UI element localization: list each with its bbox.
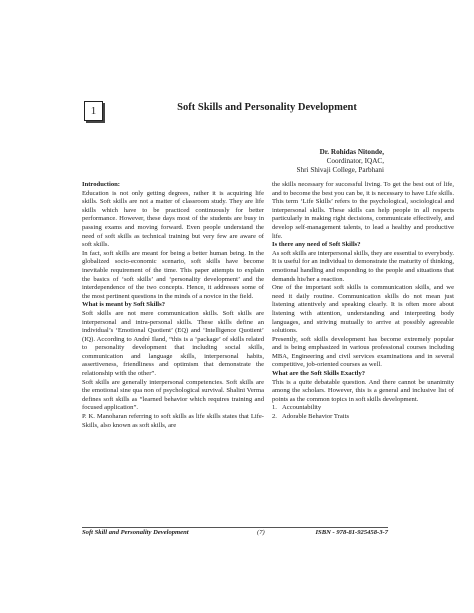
author-institution: Shri Shivaji College, Parbhani bbox=[296, 166, 384, 175]
right-column bbox=[272, 181, 454, 422]
footer-divider bbox=[82, 527, 388, 528]
paragraph: In fact, soft skills are meant for being a better human being. In the globalized socio-economic scenario, soft skills have become inevitable requirement of the time. This paper attempts to explain the basics of ‘soft skills’ and ‘personality development’ and the interdependence of the two concepts. Hence, it addresses some of the most pertinent questions in the minds of a novice in the field. bbox=[82, 249, 264, 300]
paragraph: One of the important soft skills is communication skills, and we need it daily routine. Communication skills do not mean just listening attentively and speaking clearly. It is often more about listening with attention, understanding and interpreting body languages, and striving mutually to arrive at possibly agreeable solutions. bbox=[272, 284, 454, 335]
author-role: Coordinator, IQAC, bbox=[326, 157, 384, 166]
footer-isbn: ISBN - 978-81-925458-3-7 bbox=[315, 529, 388, 536]
author-name: Dr. Rohidas Nitonde, bbox=[319, 148, 384, 156]
paragraph: the skills necessary for successful living. To get the best out of life, and to become the best you can be, it is necessary to have Life skills. This term ‘Life Skills’ refers to the psychological, sociological and interpersonal skills. These skills can help people in all respects particularly in making right decisions, communicate effectively, and develop self-management talents, to lead a healthy and productive life. bbox=[272, 181, 454, 240]
paragraph: Education is not only getting degrees, rather it is acquiring life skills. Soft skills are not a matter of classroom study. They are life skills which have to be practiced continuously for better performance. However, these days most of the students are busy in passing exams and moving forward. Even people understand the need of soft skills as technical training but very few are aware of soft skills. bbox=[82, 189, 264, 249]
paragraph: Soft skills are not mere communication skills. Soft skills are interpersonal and intra-personal skills. These skills define an individual’s ‘Emotional Quotient’ (EQ) and ‘Intelligence Quotient’ (IQ). According to André Iland, “this is a ‘package’ of skills related to personality development that including social skills, communication and language skills, interpersonal habits, assertiveness, friendliness and optimism that demonstrate the relationship with the other”. bbox=[82, 309, 264, 378]
section-heading: What are the Soft Skills Exactly? bbox=[272, 370, 366, 378]
author-block bbox=[297, 148, 384, 176]
list-item-number: 1. bbox=[272, 404, 277, 412]
list-item bbox=[272, 413, 454, 422]
paragraph: This is a quite debatable question. And there cannot be unanimity among the scholars. However, this is a general and inclusive list of points as the common topics in soft skills development. bbox=[272, 378, 454, 403]
paragraph: Soft skills are generally interpersonal competencies. Soft skills are the emotional sine qua non of psychological survival. Shalini Verma defines soft skills as “learned behavior which requires training and focused application”. bbox=[82, 378, 264, 412]
list-item-text: Adorable Behavior Traits bbox=[282, 413, 350, 421]
left-column bbox=[82, 181, 264, 430]
paragraph: Presently, soft skills development has become extremely popular and is being emphasized in various professional courses including MBA, Engineering and civil services examinations and in several competitive, job-oriented courses as well. bbox=[272, 335, 454, 369]
footer-book-title: Soft Skill and Personality Development bbox=[82, 529, 189, 536]
list-item bbox=[272, 404, 454, 413]
footer-page-number: (7) bbox=[257, 529, 265, 536]
section-heading: Is there any need of Soft Skills? bbox=[272, 241, 361, 249]
paragraph: As soft skills are interpersonal skills, they are essential to everybody. It is useful for an individual to demonstrate the maturity of thinking, emotional handling and responding to the people and situations that demands his/her a reaction. bbox=[272, 249, 454, 283]
chapter-number-box: 1 bbox=[84, 101, 103, 121]
list-item-text: Accountability bbox=[282, 404, 322, 412]
section-heading: Introduction: bbox=[82, 181, 120, 188]
section-heading: What is meant by Soft Skills? bbox=[82, 301, 165, 309]
list-item-number: 2. bbox=[272, 413, 277, 421]
page-title: Soft Skills and Personality Development bbox=[177, 102, 357, 113]
paragraph: P. K. Manoharan referring to soft skills as life skills states that Life-Skills, also known as soft skills, are bbox=[82, 413, 264, 429]
